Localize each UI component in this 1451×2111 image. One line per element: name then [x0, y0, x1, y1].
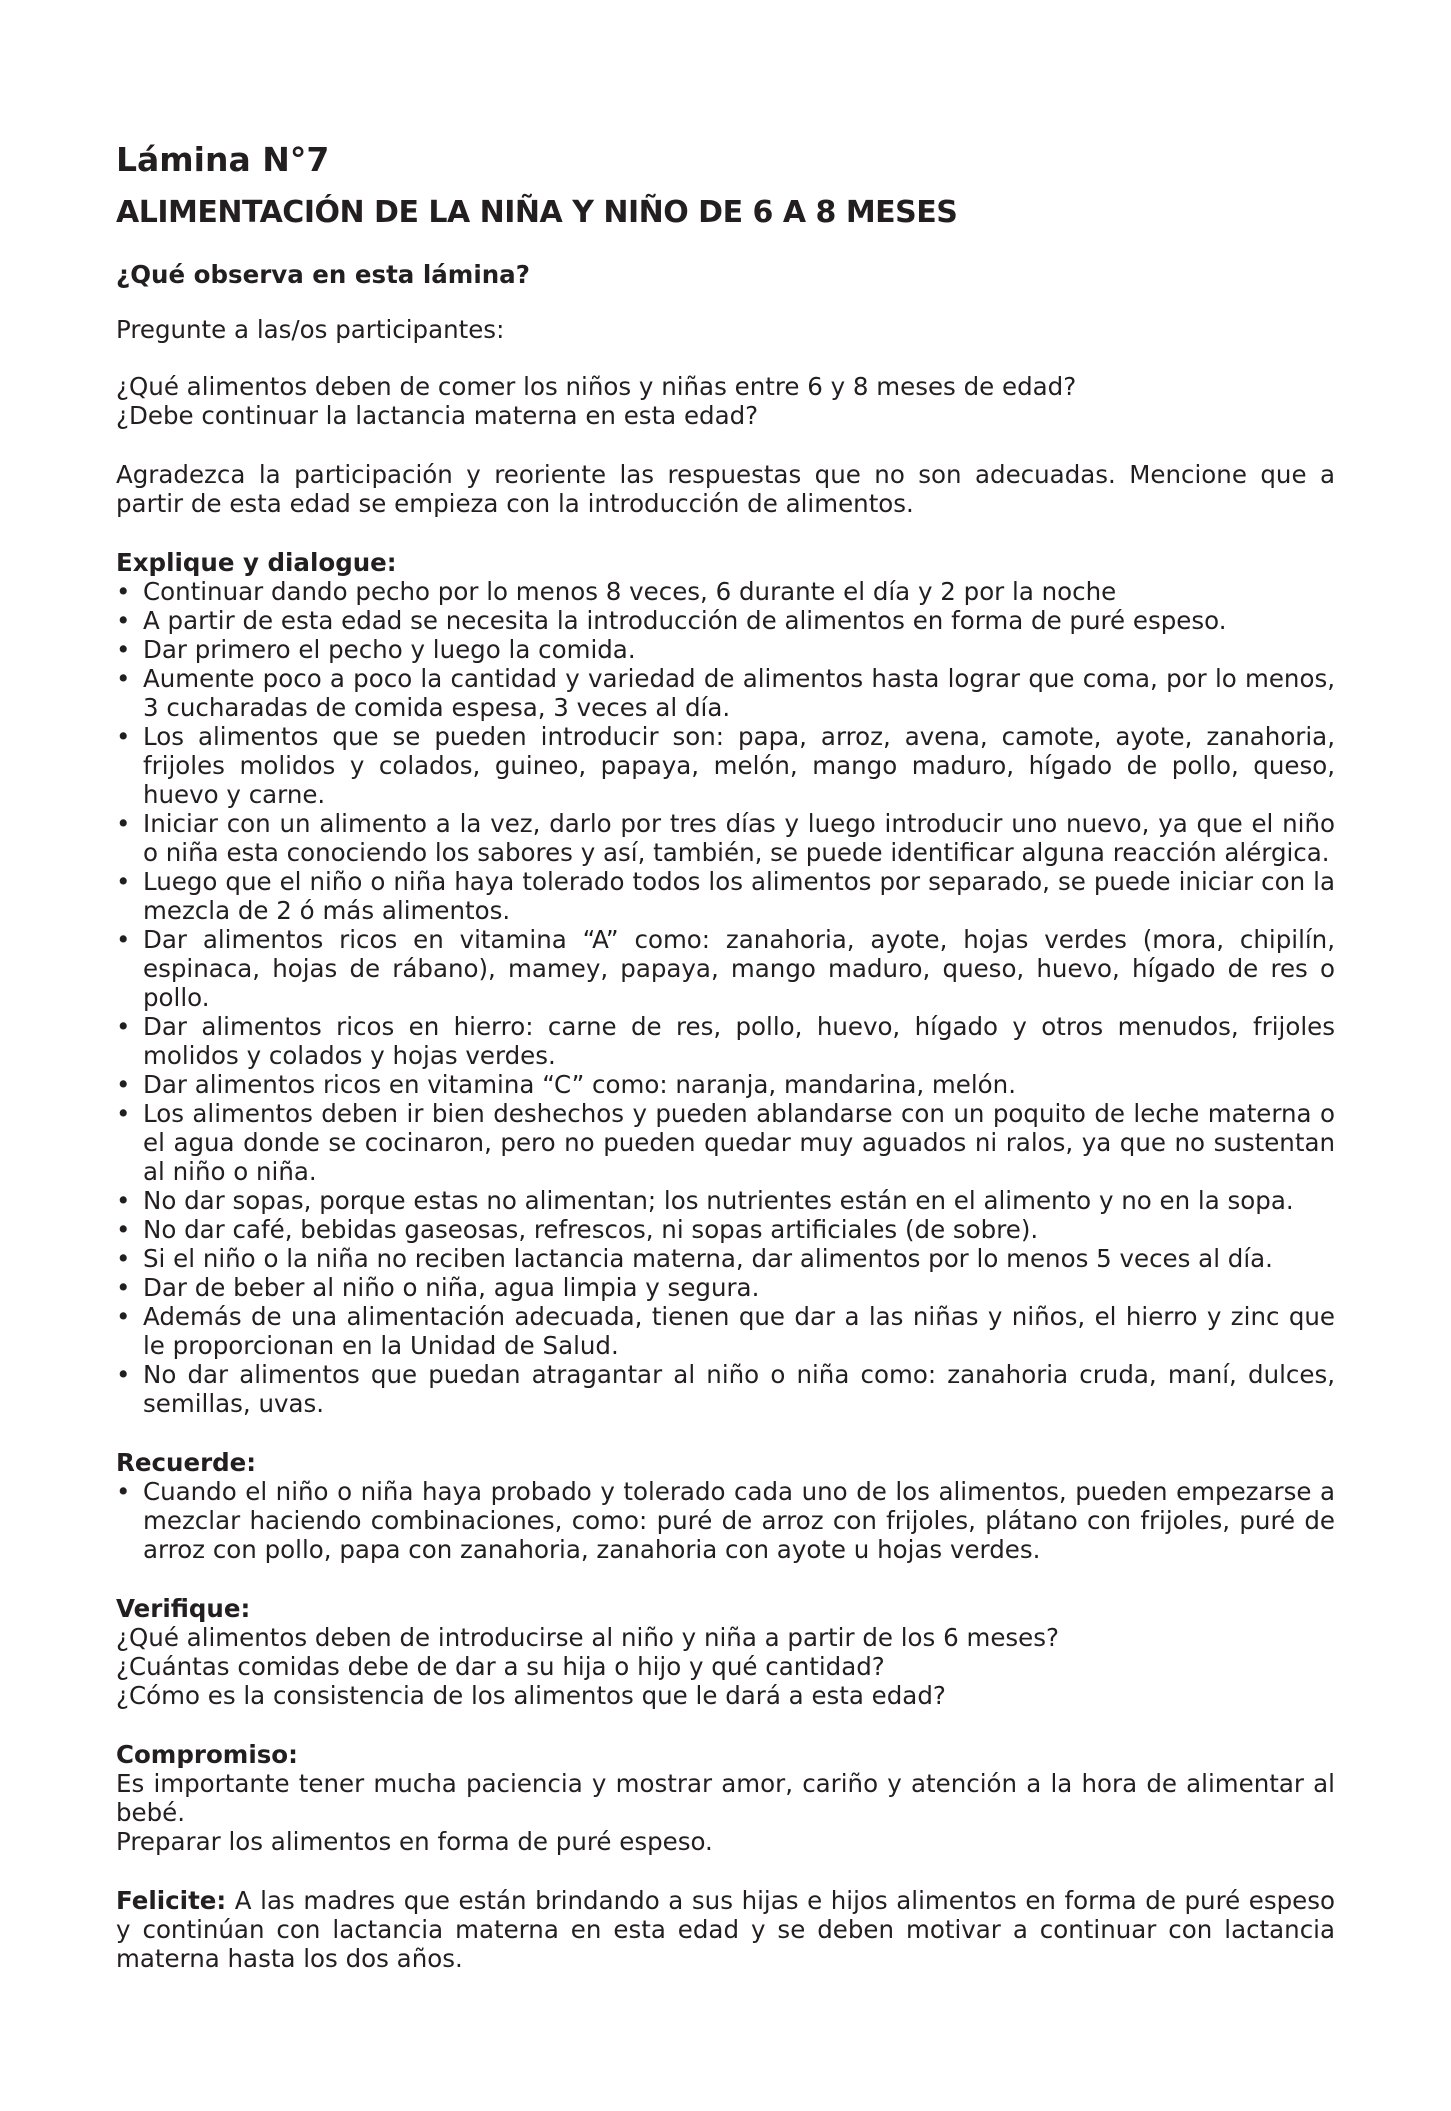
page-title: ALIMENTACIÓN DE LA NIÑA Y NIÑO DE 6 A 8 MESES [116, 195, 958, 230]
list-item: • Dar de beber al niño o niña, agua limpia y segura. [116, 1273, 1335, 1302]
sheet-number: Lámina N°7 [116, 140, 330, 179]
compromiso-heading: Compromiso: [116, 1740, 298, 1769]
explique-section [116, 548, 1335, 1418]
compromiso-section [116, 1740, 1335, 1856]
list-item: • Iniciar con un alimento a la vez, darlo por tres días y luego introducir uno nuevo, ya que el niño o niña esta conociendo los sabores y así, también, se puede identificar alguna reacción alérgica. [116, 809, 1335, 867]
pregunte-question: ¿Debe continuar la lactancia materna en esta edad? [116, 401, 759, 430]
pregunte-intro: Pregunte a las/os participantes: [116, 315, 505, 344]
observe-question: ¿Qué observa en esta lámina? [116, 260, 530, 289]
list-item: • Dar alimentos ricos en hierro: carne de res, pollo, huevo, hígado y otros menudos, frijoles molidos y colados y hojas verdes. [116, 1012, 1335, 1070]
felicite-label: Felicite: [116, 1886, 227, 1915]
recuerde-section [116, 1448, 1335, 1564]
verifique-question: ¿Qué alimentos deben de introducirse al niño y niña a partir de los 6 meses? [116, 1623, 1060, 1652]
list-item: • A partir de esta edad se necesita la introducción de alimentos en forma de puré espeso. [116, 606, 1335, 635]
recuerde-list [116, 1477, 1335, 1564]
agradezca-paragraph: Agradezca la participación y reoriente las respuestas que no son adecuadas. Mencione que a partir de esta edad se empieza con la introducción de alimentos. [116, 460, 1335, 518]
list-item: • No dar alimentos que puedan atragantar al niño o niña como: zanahoria cruda, maní, dulces, semillas, uvas. [116, 1360, 1335, 1418]
verifique-question: ¿Cuántas comidas debe de dar a su hija o hijo y qué cantidad? [116, 1652, 885, 1681]
recuerde-heading: Recuerde: [116, 1448, 257, 1477]
felicite-paragraph [116, 1886, 1335, 1973]
list-item: • Los alimentos que se pueden introducir son: papa, arroz, avena, camote, ayote, zanahoria, frijoles molidos y colados, guineo, papaya, melón, mango maduro, hígado de pollo, queso, huevo y carne. [116, 722, 1335, 809]
list-item: • Los alimentos deben ir bien deshechos y pueden ablandarse con un poquito de leche materna o el agua donde se cocinaron, pero no pueden quedar muy aguados ni ralos, ya que no sustentan al niño o niña. [116, 1099, 1335, 1186]
list-item: • Cuando el niño o niña haya probado y tolerado cada uno de los alimentos, pueden empezarse a mezclar haciendo combinaciones, como: puré de arroz con frijoles, plátano con frijoles, puré de arroz con pollo, papa con zanahoria, zanahoria con ayote u hojas verdes. [116, 1477, 1335, 1564]
verifique-question: ¿Cómo es la consistencia de los alimentos que le dará a esta edad? [116, 1681, 946, 1710]
compromiso-line: Es importante tener mucha paciencia y mostrar amor, cariño y atención a la hora de alimentar al bebé. [116, 1769, 1335, 1827]
list-item: • No dar café, bebidas gaseosas, refrescos, ni sopas artificiales (de sobre). [116, 1215, 1335, 1244]
explique-list [116, 577, 1335, 1418]
list-item: • Además de una alimentación adecuada, tienen que dar a las niñas y niños, el hierro y zinc que le proporcionan en la Unidad de Salud. [116, 1302, 1335, 1360]
explique-heading: Explique y dialogue: [116, 548, 397, 577]
compromiso-line: Preparar los alimentos en forma de puré espeso. [116, 1827, 713, 1856]
pregunte-section [116, 315, 1335, 430]
list-item: • Dar primero el pecho y luego la comida. [116, 635, 1335, 664]
pregunte-question: ¿Qué alimentos deben de comer los niños y niñas entre 6 y 8 meses de edad? [116, 372, 1077, 401]
list-item: • Dar alimentos ricos en vitamina “C” como: naranja, mandarina, melón. [116, 1070, 1335, 1099]
verifique-section [116, 1594, 1335, 1710]
list-item: • Continuar dando pecho por lo menos 8 veces, 6 durante el día y 2 por la noche [116, 577, 1335, 606]
list-item: • Si el niño o la niña no reciben lactancia materna, dar alimentos por lo menos 5 veces al día. [116, 1244, 1335, 1273]
list-item: • Luego que el niño o niña haya tolerado todos los alimentos por separado, se puede iniciar con la mezcla de 2 ó más alimentos. [116, 867, 1335, 925]
list-item: • No dar sopas, porque estas no alimentan; los nutrientes están en el alimento y no en la sopa. [116, 1186, 1335, 1215]
list-item: • Aumente poco a poco la cantidad y variedad de alimentos hasta lograr que coma, por lo menos, 3 cucharadas de comida espesa, 3 veces al día. [116, 664, 1335, 722]
verifique-heading: Verifique: [116, 1594, 251, 1623]
list-item: • Dar alimentos ricos en vitamina “A” como: zanahoria, ayote, hojas verdes (mora, chipilín, espinaca, hojas de rábano), mamey, papaya, mango maduro, queso, huevo, hígado de res o pollo. [116, 925, 1335, 1012]
felicite-text: A las madres que están brindando a sus hijas e hijos alimentos en forma de puré espeso y continúan con lactancia materna en esta edad y se deben motivar a continuar con lactancia materna hasta los dos años. [116, 1886, 1335, 1973]
